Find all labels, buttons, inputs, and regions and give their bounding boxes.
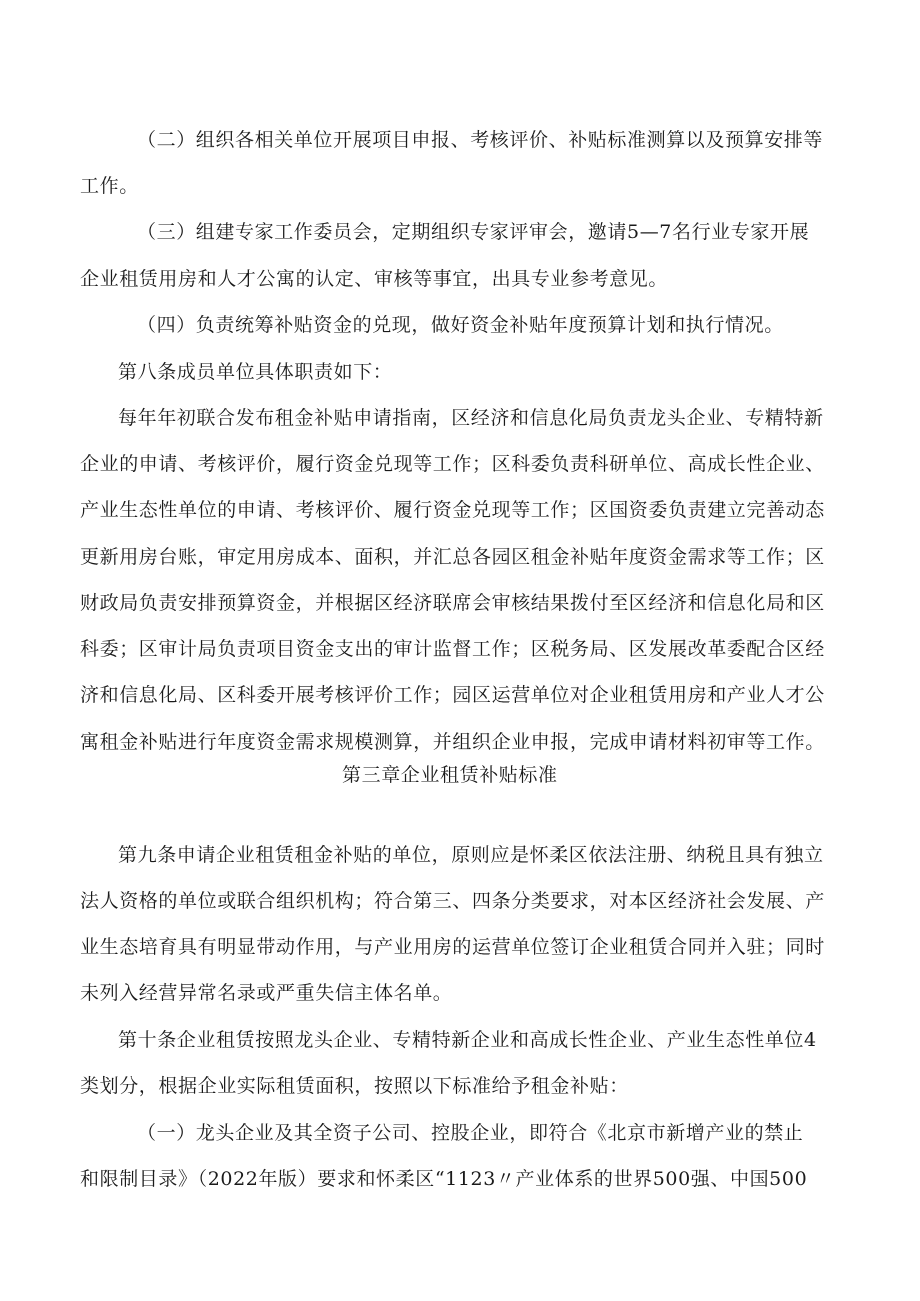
article-10-item-1-line-1: （一）龙头企业及其全资子公司、控股企业，即符合《北京市新增产业的禁止 [137,1122,804,1144]
article-10-line-2: 类划分，根据企业实际租赁面积，按照以下标准给予租金补贴： [80,1075,629,1097]
article-8-heading: 第八条成员单位具体职责如下： [118,361,393,383]
paragraph-item-3-line-1: （三）组建专家工作委员会，定期组织专家评审会，邀请5—7名行业专家开展 [137,221,810,243]
article-8-body-line-2: 企业的申请、考核评价，履行资金兑现等工作；区科委负责科研单位、高成长性企业、 [80,453,825,475]
article-8-body-line-7: 济和信息化局、区科委开展考核评价工作；园区运营单位对企业租赁用房和产业人才公 [80,684,825,706]
article-10-item-1-line-2: 和限制目录》（2022年版）要求和怀柔区“1123〃产业体系的世界500强、中国500 [80,1168,808,1190]
article-8-body-line-6: 科委；区审计局负责项目资金支出的审计监督工作；区税务局、区发展改革委配合区经 [80,638,825,660]
paragraph-item-4-line-1: （四）负责统筹补贴资金的兑现，做好资金补贴年度预算计划和执行情况。 [137,314,784,336]
paragraph-item-2-line-2: 工作。 [80,175,139,197]
article-8-body-line-8: 寓租金补贴进行年度资金需求规模测算，并组织企业申报，完成申请材料初审等工作。 [80,731,825,753]
article-8-body-line-5: 财政局负责安排预算资金，并根据区经济联席会审核结果拨付至区经济和信息化局和区 [80,592,825,614]
paragraph-item-3-line-2: 企业租赁用房和人才公寓的认定、审核等事宜，出具专业参考意见。 [80,268,669,290]
article-8-body-line-4: 更新用房台账，审定用房成本、面积，并汇总各园区租金补贴年度资金需求等工作；区 [80,546,825,568]
article-9-line-3: 业生态培育具有明显带动作用，与产业用房的运营单位签订企业租赁合同并入驻；同时 [80,936,825,958]
article-8-body-line-3: 产业生态性单位的申请、考核评价、履行资金兑现等工作；区国资委负责建立完善动态 [80,499,825,521]
article-10-line-1: 第十条企业租赁按照龙头企业、专精特新企业和高成长性企业、产业生态性单位4 [118,1029,817,1051]
chapter-3-title: 第三章企业租赁补贴标准 [342,764,558,786]
article-9-line-2: 法人资格的单位或联合组织机构；符合第三、四条分类要求，对本区经济社会发展、产 [80,890,825,912]
paragraph-item-2-line-1: （二）组织各相关单位开展项目申报、考核评价、补贴标准测算以及预算安排等 [137,129,824,151]
article-8-body-line-1: 每年年初联合发布租金补贴申请指南，区经济和信息化局负责龙头企业、专精特新 [118,407,824,429]
article-9-line-1: 第九条申请企业租赁租金补贴的单位，原则应是怀柔区依法注册、纳税且具有独立 [118,844,824,866]
article-9-line-4: 未列入经营异常名录或严重失信主体名单。 [80,982,453,1004]
